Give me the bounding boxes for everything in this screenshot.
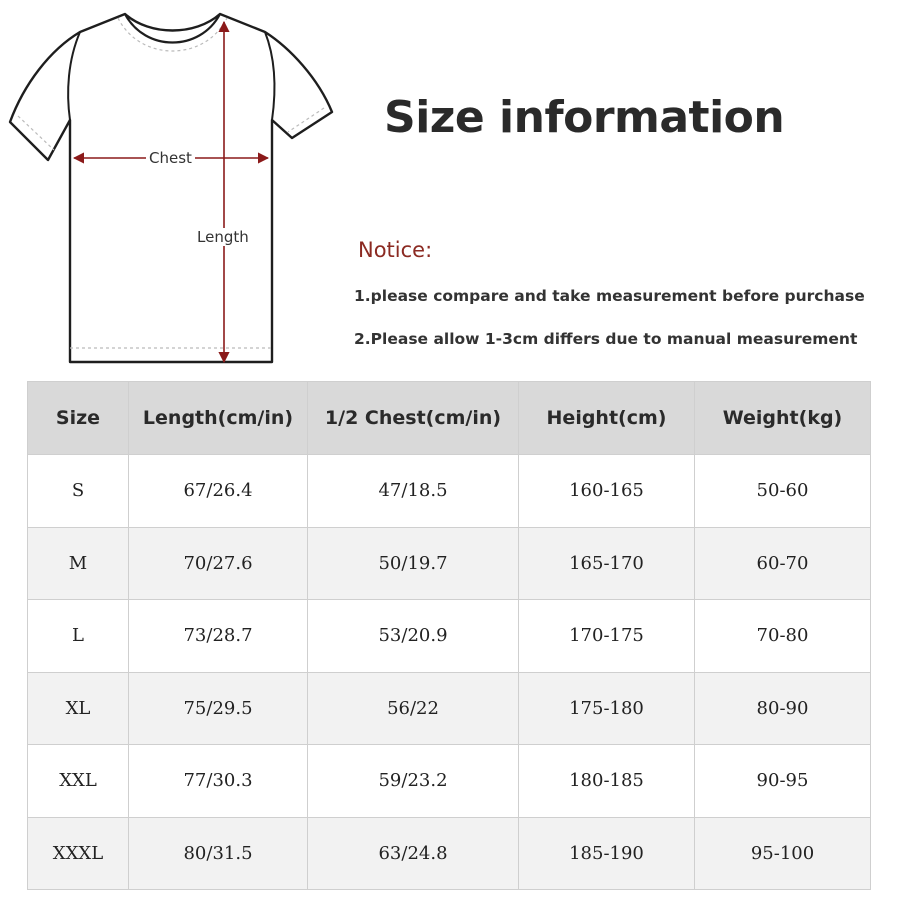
cell-weight: 80-90 xyxy=(695,672,871,745)
table-row xyxy=(28,600,871,673)
tshirt-diagram xyxy=(0,0,340,375)
header-weight: Weight(kg) xyxy=(695,382,871,455)
chest-label: Chest xyxy=(146,149,195,167)
page-title: Size information xyxy=(384,92,785,143)
table-row xyxy=(28,527,871,600)
size-table xyxy=(27,381,871,890)
cell-weight: 90-95 xyxy=(695,745,871,818)
cell-length: 75/29.5 xyxy=(129,672,308,745)
notice-line-2: 2.Please allow 1-3cm differs due to manual measurement xyxy=(354,330,858,348)
cell-half-chest: 47/18.5 xyxy=(308,455,519,528)
cell-height: 170-175 xyxy=(519,600,695,673)
cell-length: 73/28.7 xyxy=(129,600,308,673)
cell-height: 165-170 xyxy=(519,527,695,600)
notice-heading: Notice: xyxy=(358,238,433,262)
cell-length: 77/30.3 xyxy=(129,745,308,818)
length-label: Length xyxy=(194,228,252,246)
cell-height: 185-190 xyxy=(519,817,695,890)
cell-height: 180-185 xyxy=(519,745,695,818)
cell-height: 160-165 xyxy=(519,455,695,528)
tshirt-outline-icon xyxy=(0,0,340,375)
cell-size: S xyxy=(28,455,129,528)
notice-line-1: 1.please compare and take measurement before purchase xyxy=(354,287,865,305)
cell-half-chest: 63/24.8 xyxy=(308,817,519,890)
cell-weight: 70-80 xyxy=(695,600,871,673)
cell-length: 70/27.6 xyxy=(129,527,308,600)
cell-half-chest: 56/22 xyxy=(308,672,519,745)
cell-size: XL xyxy=(28,672,129,745)
cell-weight: 50-60 xyxy=(695,455,871,528)
cell-half-chest: 53/20.9 xyxy=(308,600,519,673)
cell-size: M xyxy=(28,527,129,600)
cell-length: 67/26.4 xyxy=(129,455,308,528)
cell-length: 80/31.5 xyxy=(129,817,308,890)
cell-size: XXXL xyxy=(28,817,129,890)
table-row xyxy=(28,672,871,745)
cell-weight: 95-100 xyxy=(695,817,871,890)
header-size: Size xyxy=(28,382,129,455)
table-row xyxy=(28,455,871,528)
cell-half-chest: 59/23.2 xyxy=(308,745,519,818)
cell-weight: 60-70 xyxy=(695,527,871,600)
table-row xyxy=(28,817,871,890)
cell-height: 175-180 xyxy=(519,672,695,745)
cell-size: L xyxy=(28,600,129,673)
header-length: Length(cm/in) xyxy=(129,382,308,455)
cell-size: XXL xyxy=(28,745,129,818)
table-row xyxy=(28,745,871,818)
header-height: Height(cm) xyxy=(519,382,695,455)
table-header-row xyxy=(28,382,871,455)
cell-half-chest: 50/19.7 xyxy=(308,527,519,600)
header-half-chest: 1/2 Chest(cm/in) xyxy=(308,382,519,455)
